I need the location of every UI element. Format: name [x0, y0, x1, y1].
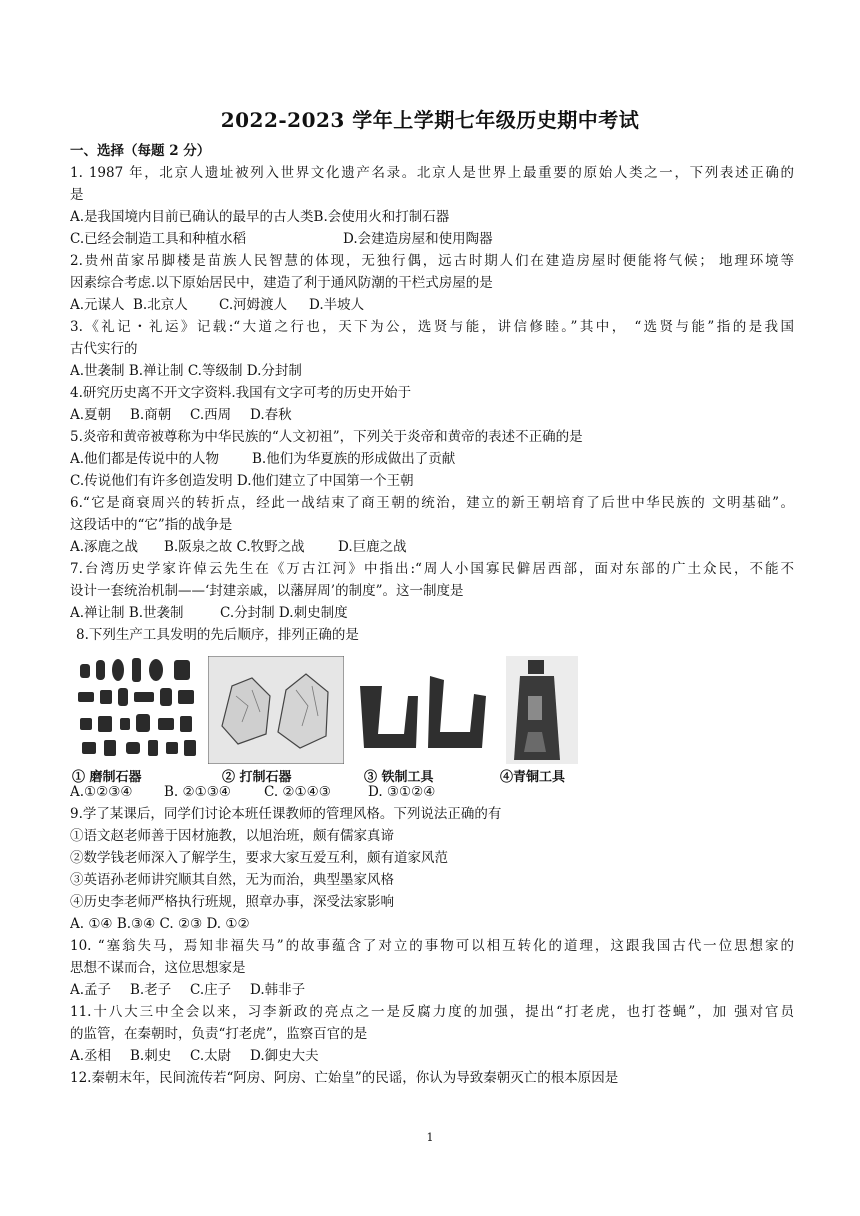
iron-tools-image — [352, 656, 492, 764]
q10-options — [70, 979, 794, 1001]
q4-options — [70, 404, 794, 426]
q11-stem-line1: 11.十八大三中全会以来，习李新政的亮点之一是反腐力度的加强，提出“打老虎，也打苍蝇”，加 强对官员 — [70, 1004, 794, 1020]
q10-option-c: C.庄子 — [190, 982, 232, 998]
q5-option-b: B.他们为华夏族的形成做出了贡献 — [252, 451, 456, 467]
q9-statement-1: ①语文赵老师善于因材施教，以旭治班，颇有儒家真谛 — [70, 828, 394, 844]
q10-option-d: D.韩非子 — [250, 982, 306, 998]
tools-figure — [70, 648, 794, 785]
q1-options-row2 — [70, 228, 794, 250]
q7-stem-line2: 设计一套统治机制——‘封建亲戚，以藩屏周’的制度”。这一制度是 — [70, 583, 464, 599]
q6-option-a: A.涿鹿之战 — [70, 539, 139, 555]
q2-option-a: A.元谋人 — [70, 297, 125, 313]
q3-stem-line1: 3.《礼记・礼运》记载:“大道之行也，天下为公，选贤与能，讲信修睦。”其中， “选贤与能”指的是我国 — [70, 319, 794, 335]
q2-option-d: D.半坡人 — [309, 297, 365, 313]
q5-option-a: A.他们都是传说中的人物 — [70, 451, 220, 467]
q3-options: A.世袭制 B.禅让制 C.等级制 D.分封制 — [70, 363, 302, 379]
q9-options: A. ①④ B.③④ C. ②③ D. ①② — [70, 916, 250, 932]
q1-stem-line2: 是 — [70, 187, 84, 203]
figure-caption-2: ② 打制石器 — [222, 770, 292, 785]
q8-option-d: D. ③①②④ — [368, 784, 436, 800]
q7-option-ab: A.禅让制 B.世袭制 — [70, 605, 184, 621]
q11-option-a: A.丞相 — [70, 1048, 112, 1064]
q6-option-d: D.巨鹿之战 — [338, 539, 407, 555]
q8-option-a: A.①②③④ — [70, 784, 133, 800]
q9-stem: 9.学了某课后，同学们讨论本班任课教师的管理风格。下列说法正确的有 — [70, 806, 502, 822]
bronze-tools-image — [506, 656, 578, 764]
q2-option-b: B.北京人 — [133, 297, 188, 313]
q5-stem: 5.炎帝和黄帝被尊称为中华民族的“人文初祖”，下列关于炎帝和黄帝的表述不正确的是 — [70, 429, 583, 445]
q3-stem-line2: 古代实行的 — [70, 341, 138, 357]
figure-caption-4: ④青铜工具 — [500, 770, 566, 785]
q4-option-c: C.西周 — [190, 407, 232, 423]
q6-stem-line1: 6.“它是商衰周兴的转折点，经此一战结束了商王朝的统治，建立的新王朝培育了后世中华民族的 文明基础”。 — [70, 495, 794, 511]
q1-option-b: B.会使用火和打制石器 — [313, 209, 450, 225]
q1-stem-line1: 1. 1987 年，北京人遗址被列入世界文化遗产名录。北京人是世界上最重要的原始人类之一，下列表述正确的 — [70, 165, 794, 181]
q10-option-b: B.老子 — [130, 982, 172, 998]
q10-option-a: A.孟子 — [70, 982, 112, 998]
q9-statement-3: ③英语孙老师讲究顺其自然，无为而治，典型墨家风格 — [70, 872, 394, 888]
exam-title: 2022-2023 学年上学期七年级历史期中考试 — [220, 108, 640, 132]
q7-option-cd: C.分封制 D.刺史制度 — [220, 605, 348, 621]
q6-options — [70, 536, 794, 558]
q6-option-bc: B.阪泉之故 C.牧野之战 — [164, 539, 305, 555]
q8-stem: 8.下列生产工具发明的先后顺序，排列正确的是 — [76, 627, 359, 643]
q9-statement-2: ②数学钱老师深入了解学生，要求大家互爱互利，颇有道家风范 — [70, 850, 448, 866]
q4-option-a: A.夏朝 — [70, 407, 112, 423]
q12-stem: 12.秦朝末年，民间流传若“阿房、阿房、亡始皇”的民谣，你认为导致秦朝灭亡的根本原因是 — [70, 1070, 619, 1086]
q4-option-d: D.春秋 — [250, 407, 292, 423]
q7-stem-line1: 7.台湾历史学家许倬云先生在《万古江河》中指出:“周人小国寡民僻居西部，面对东部的广土众民，不能不 — [70, 561, 794, 577]
q4-stem: 4.研究历史离不开文字资料.我国有文字可考的历史开始于 — [70, 385, 412, 401]
q1-option-c: C.已经会制造工具和种植水稻 — [70, 231, 247, 247]
figure-caption-3: ③ 铁制工具 — [364, 770, 434, 785]
page-number: 1 — [426, 1131, 434, 1144]
q11-option-d: D.御史大夫 — [250, 1048, 319, 1064]
q11-option-c: C.太尉 — [190, 1048, 232, 1064]
q11-option-b: B.刺史 — [130, 1048, 172, 1064]
q5-options-row2: C.传说他们有许多创造发明 D.他们建立了中国第一个王朝 — [70, 473, 414, 489]
q1-option-a: A.是我国境内目前已确认的最早的古人类 — [70, 209, 314, 225]
figure-caption-1: ① 磨制石器 — [72, 770, 142, 785]
chipped-stone-tools-image — [208, 656, 344, 764]
q10-stem-line2: 思想不谋而合，这位思想家是 — [70, 960, 246, 976]
q11-options — [70, 1045, 794, 1067]
q11-stem-line2: 的监管，在秦朝时，负责“打老虎”，监察百官的是 — [70, 1026, 368, 1042]
q4-option-b: B.商朝 — [130, 407, 172, 423]
q2-stem-line1: 2.贵州苗家吊脚楼是苗族人民智慧的体现，无独行偶，远古时期人们在建造房屋时便能将气候； 地理环境等 — [70, 253, 794, 269]
q10-stem-line1: 10. “塞翁失马，焉知非福失马”的故事蕴含了对立的事物可以相互转化的道理，这跟我国古代一位思想家的 — [70, 938, 794, 954]
q2-option-c: C.河姆渡人 — [219, 297, 288, 313]
q6-stem-line2: 这段话中的“它”指的战争是 — [70, 517, 233, 533]
q9-statement-4: ④历史李老师严格执行班规，照章办事，深受法家影响 — [70, 894, 394, 910]
q1-option-d: D.会建造房屋和使用陶器 — [343, 231, 493, 247]
q1-options-row1 — [70, 206, 794, 228]
q2-options — [70, 294, 794, 316]
q2-stem-line2: 因素综合考虑.以下原始居民中，建造了利于通风防潮的干栏式房屋的是 — [70, 275, 493, 291]
q8-option-c: C. ②①④③ — [264, 784, 331, 800]
q5-options-row1 — [70, 448, 794, 470]
section-heading: 一、选择（每题 2 分） — [70, 143, 211, 159]
q7-options — [70, 602, 794, 624]
question-list — [70, 140, 794, 1089]
polished-stone-tools-image — [74, 656, 202, 764]
q8-option-b: B. ②①③④ — [164, 784, 231, 800]
